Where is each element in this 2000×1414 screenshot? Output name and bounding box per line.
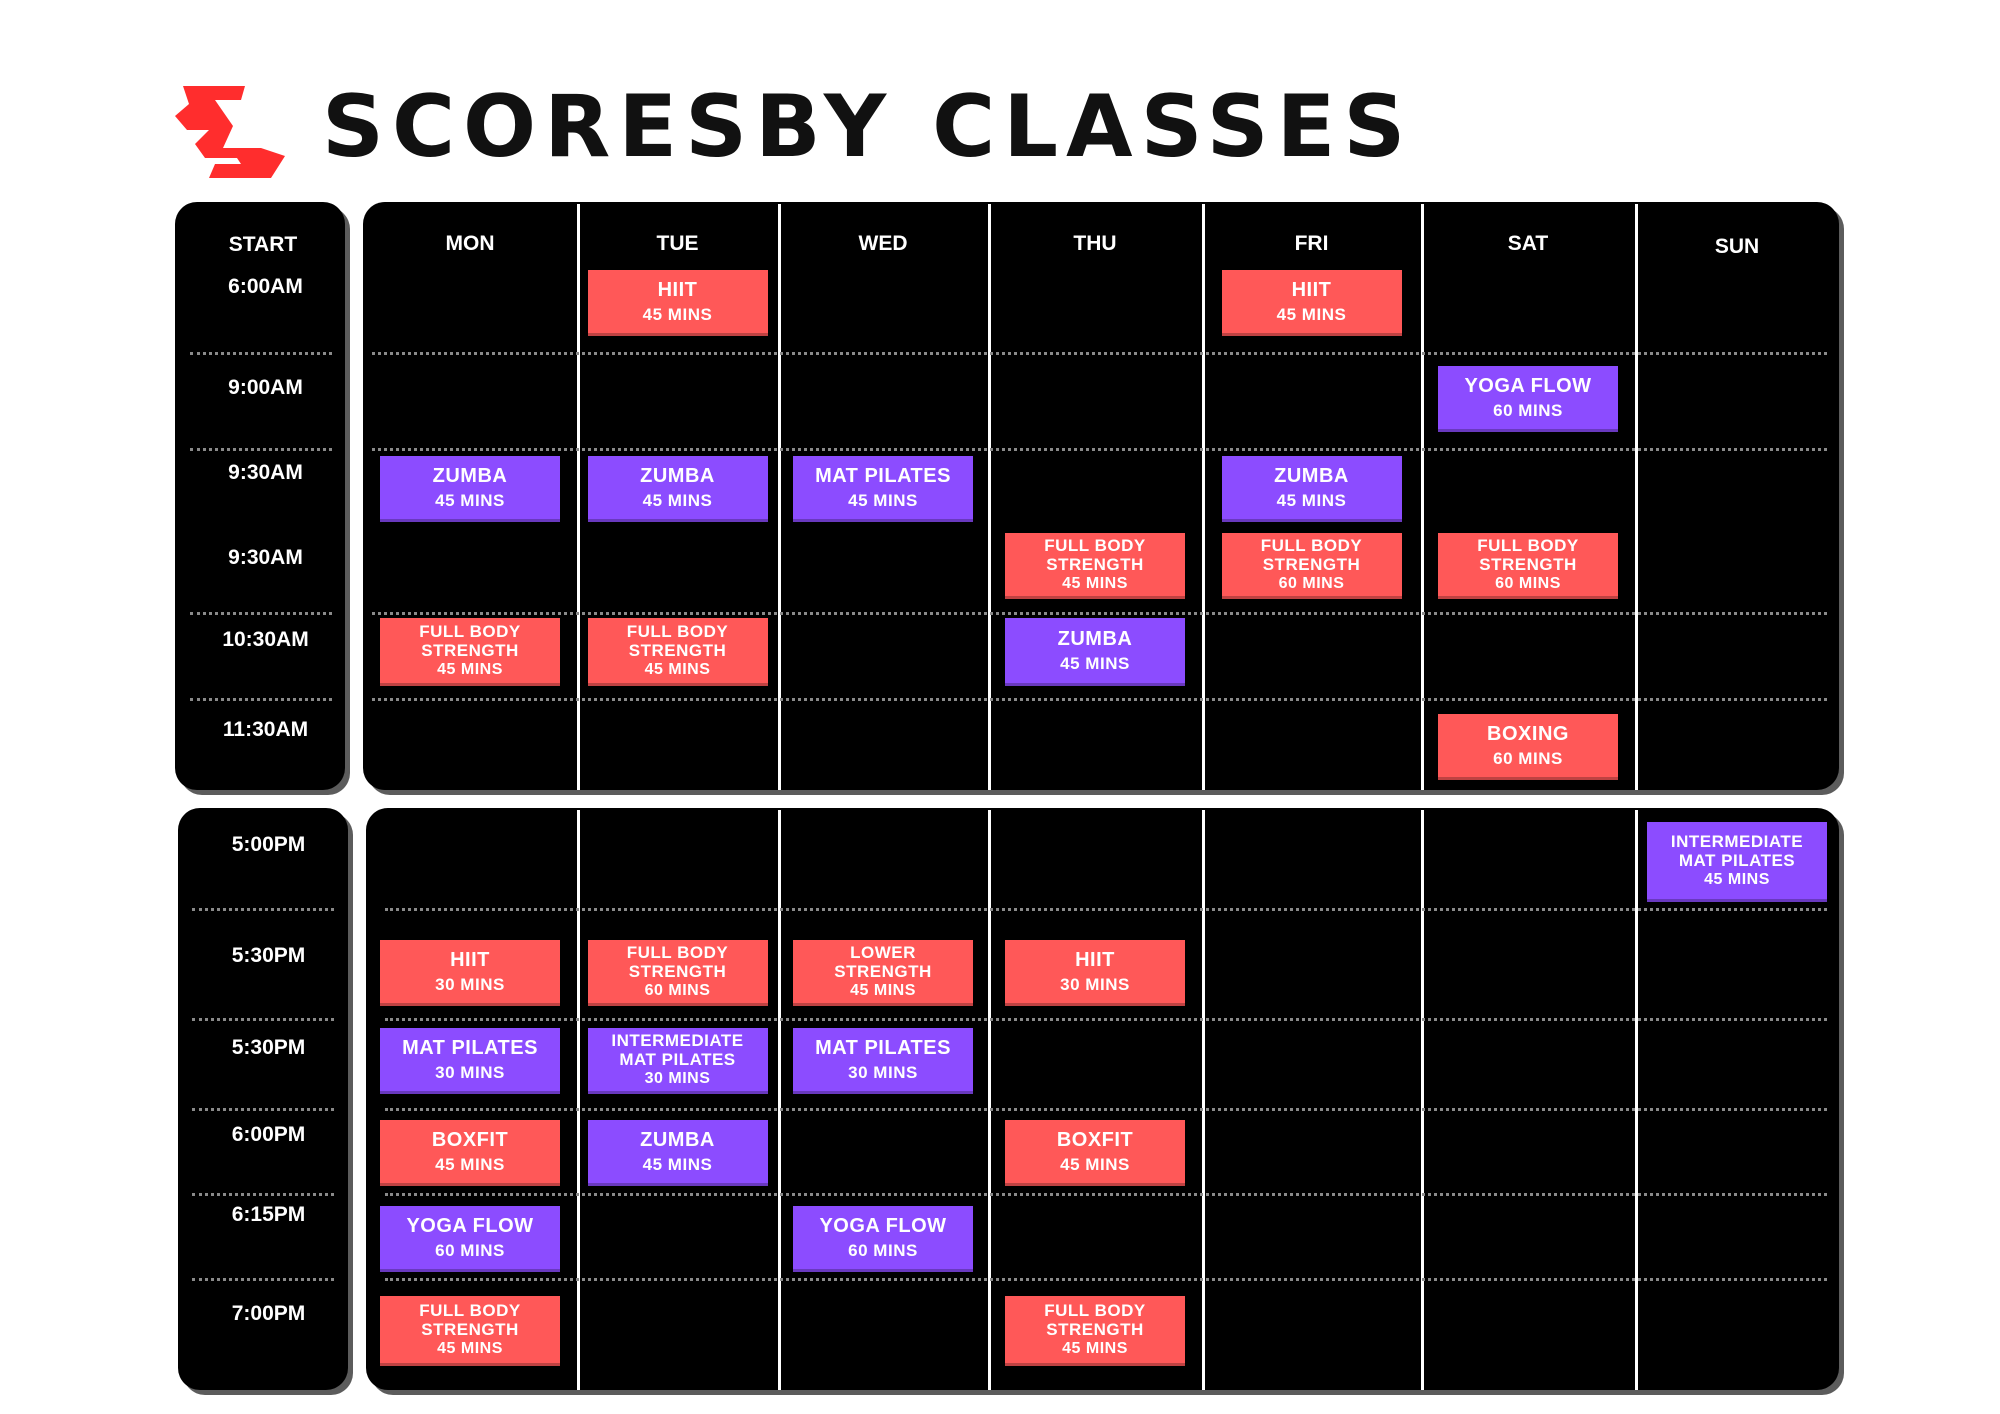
- class-duration: 30 MINS: [644, 1070, 711, 1088]
- class-block[interactable]: [793, 456, 973, 522]
- time-label: 10:30AM: [222, 628, 309, 651]
- class-block[interactable]: [1005, 618, 1185, 686]
- class-duration: 45 MINS: [1060, 1154, 1130, 1174]
- class-name: LOWER STRENGTH: [834, 943, 932, 982]
- class-block[interactable]: [588, 618, 768, 686]
- time-label: 5:00PM: [231, 833, 306, 856]
- class-name: HIIT: [450, 949, 490, 972]
- class-duration: 30 MINS: [1060, 974, 1130, 994]
- class-duration: 60 MINS: [435, 1240, 505, 1260]
- class-name: FULL BODY STRENGTH: [1044, 1301, 1146, 1340]
- time-label: 7:00PM: [231, 1302, 306, 1325]
- column-divider: [577, 810, 580, 1390]
- class-name: FULL BODY STRENGTH: [419, 1301, 521, 1340]
- class-duration: 45 MINS: [435, 1154, 505, 1174]
- class-name: HIIT: [657, 279, 698, 302]
- day-header-fri: FRI: [1294, 232, 1329, 255]
- class-block[interactable]: [380, 1206, 560, 1272]
- class-name: HIIT: [1291, 279, 1332, 302]
- column-divider: [577, 204, 580, 790]
- class-duration: 30 MINS: [435, 1062, 505, 1082]
- time-separator: [192, 1193, 334, 1196]
- class-name: FULL BODY STRENGTH: [1260, 536, 1363, 575]
- day-header-wed: WED: [858, 232, 908, 255]
- class-block[interactable]: [588, 940, 768, 1006]
- time-separator: [190, 352, 332, 355]
- class-duration: 45 MINS: [1276, 490, 1347, 510]
- class-duration: 45 MINS: [1062, 1340, 1128, 1358]
- class-name: ZUMBA: [640, 465, 715, 488]
- class-duration: 45 MINS: [642, 304, 713, 324]
- page-title: SCORESBY CLASSES: [322, 77, 1414, 177]
- class-duration: 60 MINS: [1278, 575, 1345, 593]
- time-separator: [190, 698, 332, 701]
- class-block[interactable]: [380, 1120, 560, 1186]
- class-block[interactable]: [588, 1028, 768, 1094]
- time-label: 9:30AM: [228, 546, 303, 569]
- class-duration: 45 MINS: [848, 490, 918, 510]
- class-name: INTERMEDIATE MAT PILATES: [1670, 832, 1804, 871]
- row-separator: [385, 908, 1827, 911]
- time-separator: [190, 448, 332, 451]
- class-block[interactable]: [588, 456, 768, 522]
- column-divider: [1202, 810, 1205, 1390]
- class-name: MAT PILATES: [402, 1037, 538, 1060]
- class-duration: 45 MINS: [644, 661, 711, 679]
- class-block[interactable]: [1438, 714, 1618, 780]
- class-duration: 45 MINS: [1276, 304, 1347, 324]
- row-separator: [372, 698, 1827, 701]
- class-name: FULL BODY STRENGTH: [626, 622, 729, 661]
- class-name: INTERMEDIATE MAT PILATES: [611, 1031, 744, 1070]
- time-separator: [192, 1018, 334, 1021]
- row-separator: [372, 612, 1827, 615]
- day-header-mon: MON: [445, 232, 495, 255]
- class-block[interactable]: [380, 456, 560, 522]
- class-block[interactable]: [793, 1206, 973, 1272]
- time-label: 5:30PM: [231, 1036, 306, 1059]
- class-duration: 30 MINS: [435, 974, 505, 994]
- class-name: HIIT: [1075, 949, 1115, 972]
- class-block[interactable]: [1005, 1296, 1185, 1366]
- class-block[interactable]: [1222, 456, 1402, 522]
- class-block[interactable]: [380, 618, 560, 686]
- class-name: FULL BODY STRENGTH: [1044, 536, 1146, 575]
- class-name: MAT PILATES: [815, 465, 951, 488]
- time-label: 6:15PM: [231, 1203, 306, 1226]
- column-divider: [988, 204, 991, 790]
- column-divider: [1421, 810, 1424, 1390]
- class-duration: 45 MINS: [1060, 653, 1130, 673]
- class-duration: 45 MINS: [642, 1154, 713, 1174]
- time-separator: [192, 1278, 334, 1281]
- class-name: MAT PILATES: [815, 1037, 951, 1060]
- class-block[interactable]: [1222, 270, 1402, 336]
- time-label: 5:30PM: [231, 944, 306, 967]
- class-name: ZUMBA: [1057, 628, 1133, 651]
- time-label: 9:30AM: [228, 461, 303, 484]
- row-separator: [372, 448, 1827, 451]
- class-block[interactable]: [1438, 533, 1618, 599]
- class-block[interactable]: [1005, 1120, 1185, 1186]
- time-label: 6:00PM: [231, 1123, 306, 1146]
- class-name: FULL BODY STRENGTH: [419, 622, 521, 661]
- time-separator: [190, 612, 332, 615]
- column-divider: [988, 810, 991, 1390]
- class-block[interactable]: [793, 1028, 973, 1094]
- time-separator: [192, 1108, 334, 1111]
- day-header-tue: TUE: [656, 232, 699, 255]
- class-name: YOGA FLOW: [406, 1215, 534, 1238]
- class-block[interactable]: [380, 940, 560, 1006]
- class-block[interactable]: [588, 1120, 768, 1186]
- class-duration: 60 MINS: [1495, 575, 1561, 593]
- class-block[interactable]: [1005, 940, 1185, 1006]
- class-block[interactable]: [1647, 822, 1827, 902]
- column-divider: [778, 810, 781, 1390]
- day-header-thu: THU: [1073, 232, 1117, 255]
- class-duration: 45 MINS: [850, 982, 916, 1000]
- class-block[interactable]: [588, 270, 768, 336]
- row-separator: [372, 352, 1827, 355]
- class-block[interactable]: [1222, 533, 1402, 599]
- class-duration: 30 MINS: [848, 1062, 918, 1082]
- row-separator: [385, 1018, 1827, 1021]
- class-block[interactable]: [793, 940, 973, 1006]
- row-separator: [385, 1193, 1827, 1196]
- class-duration: 45 MINS: [642, 490, 713, 510]
- time-label: 11:30AM: [222, 718, 309, 741]
- class-name: BOXING: [1487, 723, 1569, 746]
- class-block[interactable]: [1438, 366, 1618, 432]
- column-divider: [1202, 204, 1205, 790]
- column-divider: [1635, 810, 1638, 1390]
- class-duration: 60 MINS: [1493, 400, 1563, 420]
- class-name: YOGA FLOW: [1464, 375, 1592, 398]
- column-divider: [1635, 204, 1638, 790]
- class-block[interactable]: [380, 1028, 560, 1094]
- column-divider: [778, 204, 781, 790]
- time-label: 9:00AM: [228, 376, 303, 399]
- class-duration: 45 MINS: [1062, 575, 1128, 593]
- class-duration: 45 MINS: [437, 1340, 503, 1358]
- class-duration: 45 MINS: [437, 661, 503, 679]
- day-header-sun: SUN: [1714, 235, 1760, 258]
- row-separator: [385, 1108, 1827, 1111]
- day-header-sat: SAT: [1507, 232, 1549, 255]
- class-name: BOXFIT: [1056, 1129, 1134, 1152]
- class-name: FULL BODY STRENGTH: [626, 943, 729, 982]
- time-label: 6:00AM: [228, 275, 303, 298]
- scoresby-logo-icon: [175, 86, 293, 178]
- class-duration: 60 MINS: [1493, 748, 1563, 768]
- class-name: ZUMBA: [640, 1129, 715, 1152]
- column-divider: [1421, 204, 1424, 790]
- class-duration: 45 MINS: [1704, 871, 1770, 889]
- class-duration: 60 MINS: [848, 1240, 918, 1260]
- class-block[interactable]: [380, 1296, 560, 1366]
- time-separator: [192, 908, 334, 911]
- class-duration: 45 MINS: [435, 490, 505, 510]
- class-name: BOXFIT: [431, 1129, 509, 1152]
- row-separator: [385, 1278, 1827, 1281]
- morning-schedule-panel: [363, 202, 1839, 790]
- class-name: ZUMBA: [1274, 465, 1349, 488]
- start-column-header: START: [228, 233, 298, 256]
- class-block[interactable]: [1005, 533, 1185, 599]
- class-duration: 60 MINS: [644, 982, 711, 1000]
- class-name: YOGA FLOW: [819, 1215, 947, 1238]
- class-name: ZUMBA: [432, 465, 508, 488]
- class-name: FULL BODY STRENGTH: [1477, 536, 1579, 575]
